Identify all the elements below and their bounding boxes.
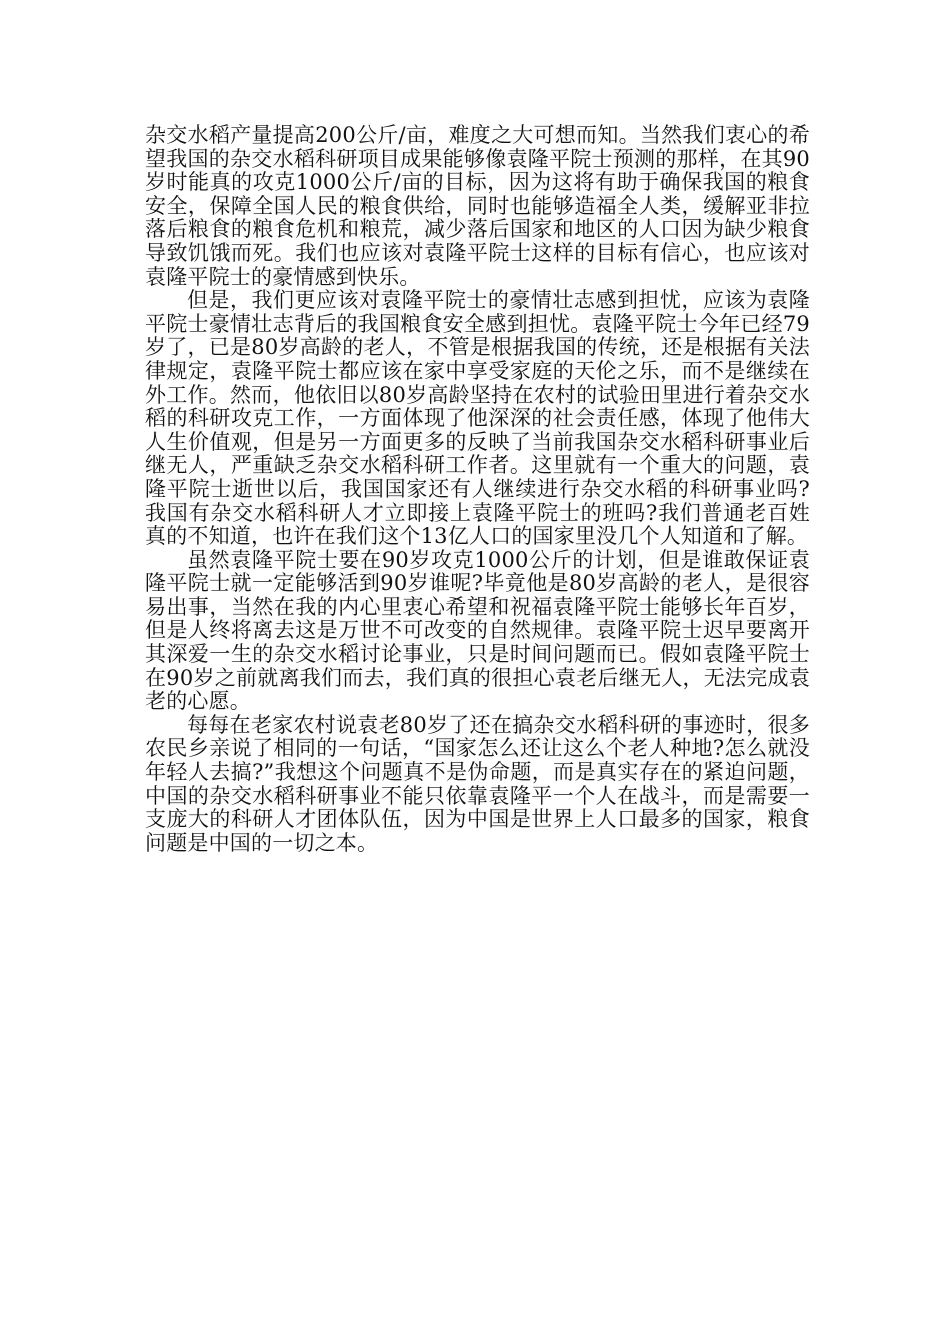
paragraph-2: 但是，我们更应该对袁隆平院士的豪情壮志感到担忧，应该为袁隆平院士豪情壮志背后的我国粮食安全感到担忧。袁隆平院士今年已经79岁了，已是80岁高龄的老人，不管是根据我国的传统，还是根据有关法律规定，袁隆平院士都应该在家中享受家庭的天伦之乐，而不是继续在外工作。然而，他依旧以80岁高龄坚持在农村的试验田里进行着杂交水稻的科研攻克工作，一方面体现了他深深的社会责任感，体现了他伟大人生价值观，但是另一方面更多的反映了当前我国杂交水稻科研事业后继无人，严重缺乏杂交水稻科研工作者。这里就有一个重大的问题，袁隆平院士逝世以后，我国国家还有人继续进行杂交水稻的科研事业吗?我国有杂交水稻科研人才立即接上袁隆平院士的班吗?我们普通老百姓真的不知道，也许在我们这个13亿人口的国家里没几个人知道和了解。 <box>145 288 810 549</box>
paragraph-4: 每每在老家农村说袁老80岁了还在搞杂交水稻科研的事迹时，很多农民乡亲说了相同的一句话，“国家怎么还让这么个老人种地?怎么就没年轻人去搞?”我想这个问题真不是伪命题，而是真实存在的紧迫问题，中国的杂交水稻科研事业不能只依靠袁隆平一个人在战斗，而是需要一支庞大的科研人才团体队伍，因为中国是世界上人口最多的国家，粮食问题是中国的一切之本。 <box>145 712 810 855</box>
paragraph-1: 杂交水稻产量提高200公斤/亩，难度之大可想而知。当然我们衷心的希望我国的杂交水稻科研项目成果能够像袁隆平院士预测的那样，在其90岁时能真的攻克1000公斤/亩的目标，因为这将有助于确保我国的粮食安全，保障全国人民的粮食供给，同时也能够造福全人类，缓解亚非拉落后粮食的粮食危机和粮荒，减少落后国家和地区的人口因为缺少粮食导致饥饿而死。我们也应该对袁隆平院士这样的目标有信心，也应该对袁隆平院士的豪情感到快乐。 <box>145 123 810 289</box>
paragraph-3: 虽然袁隆平院士要在90岁攻克1000公斤的计划，但是谁敢保证袁隆平院士就一定能够活到90岁谁呢?毕竟他是80岁高龄的老人，是很容易出事，当然在我的内心里衷心希望和祝福袁隆平院士能够长年百岁，但是人终将离去这是万世不可改变的自然规律。袁隆平院士迟早要离开其深爱一生的杂交水稻讨论事业，只是时间问题而已。假如袁隆平院士在90岁之前就离我们而去，我们真的很担心袁老后继无人，无法完成袁老的心愿。 <box>145 547 810 714</box>
article-body <box>145 124 810 855</box>
